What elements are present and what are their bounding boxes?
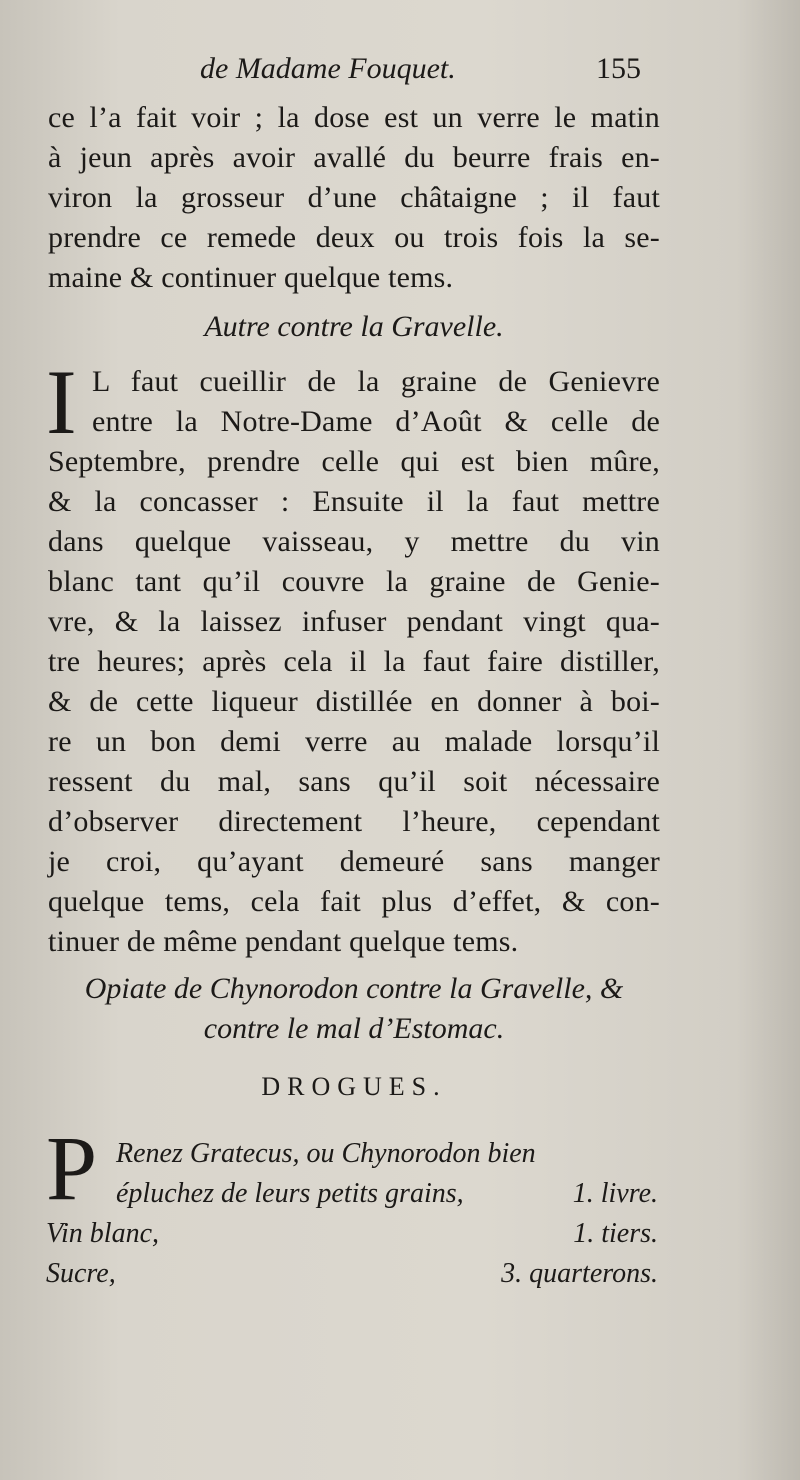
drop-cap: I [46, 351, 77, 453]
text-line: vre, & la laissez infuser pendant vingt qua- [48, 605, 660, 638]
quantity: 1. tiers. [573, 1218, 658, 1249]
text-line: maine & continuer quelque tems. [48, 261, 454, 294]
drop-cap: P [46, 1117, 98, 1219]
recipe-line [116, 1178, 658, 1210]
page-number: 155 [596, 52, 641, 85]
ingredient: Vin blanc, [46, 1218, 160, 1249]
text-line: viron la grosseur d’une châtaigne ; il faut [48, 181, 660, 214]
recipe-line [46, 1258, 658, 1290]
text-line: L faut cueillir de la graine de Genievre [92, 365, 660, 398]
text-line: tinuer de même pendant quelque tems. [48, 925, 519, 958]
text-line: blanc tant qu’il couvre la graine de Genie- [48, 565, 660, 598]
section-heading: Autre contre la Gravelle. [204, 310, 504, 343]
text-line: entre la Notre-Dame d’Août & celle de [92, 405, 660, 438]
text-line: ressent du mal, sans qu’il soit nécessaire [48, 765, 660, 798]
text-line: d’observer directement l’heure, cependant [48, 805, 660, 838]
running-header: de Madame Fouquet. [200, 52, 456, 85]
section-heading: contre le mal d’Estomac. [203, 1012, 505, 1045]
text-line: & de cette liqueur distillée en donner à boi- [48, 685, 660, 718]
section-heading: Opiate de Chynorodon contre la Gravelle, & [84, 972, 624, 1005]
text-line: re un bon demi verre au malade lorsqu’il [48, 725, 660, 758]
quantity: 1. livre. [572, 1178, 658, 1209]
text-line: ce l’a fait voir ; la dose est un verre le matin [48, 101, 660, 134]
recipe-line [46, 1218, 658, 1250]
text-line: dans quelque vaisseau, y mettre du vin [48, 525, 660, 558]
text-line: Septembre, prendre celle qui est bien mûre, [48, 445, 660, 478]
text-line: à jeun après avoir avallé du beurre frais en- [48, 141, 660, 174]
recipe-line [116, 1138, 658, 1170]
ingredient: Renez Gratecus, ou Chynorodon bien [116, 1138, 536, 1169]
text-line: tre heures; après cela il la faut faire distiller, [48, 645, 660, 678]
quantity: 3. quarterons. [501, 1258, 658, 1289]
text-line: & la concasser : Ensuite il la faut mettre [48, 485, 660, 518]
ingredient: Sucre, [46, 1258, 116, 1289]
subheading: DROGUES. [261, 1072, 447, 1101]
text-line: quelque tems, cela fait plus d’effet, & con- [48, 885, 660, 918]
ingredient: épluchez de leurs petits grains, [116, 1178, 464, 1209]
text-line: prendre ce remede deux ou trois fois la se- [48, 221, 660, 254]
text-line: je croi, qu’ayant demeuré sans manger [48, 845, 660, 878]
